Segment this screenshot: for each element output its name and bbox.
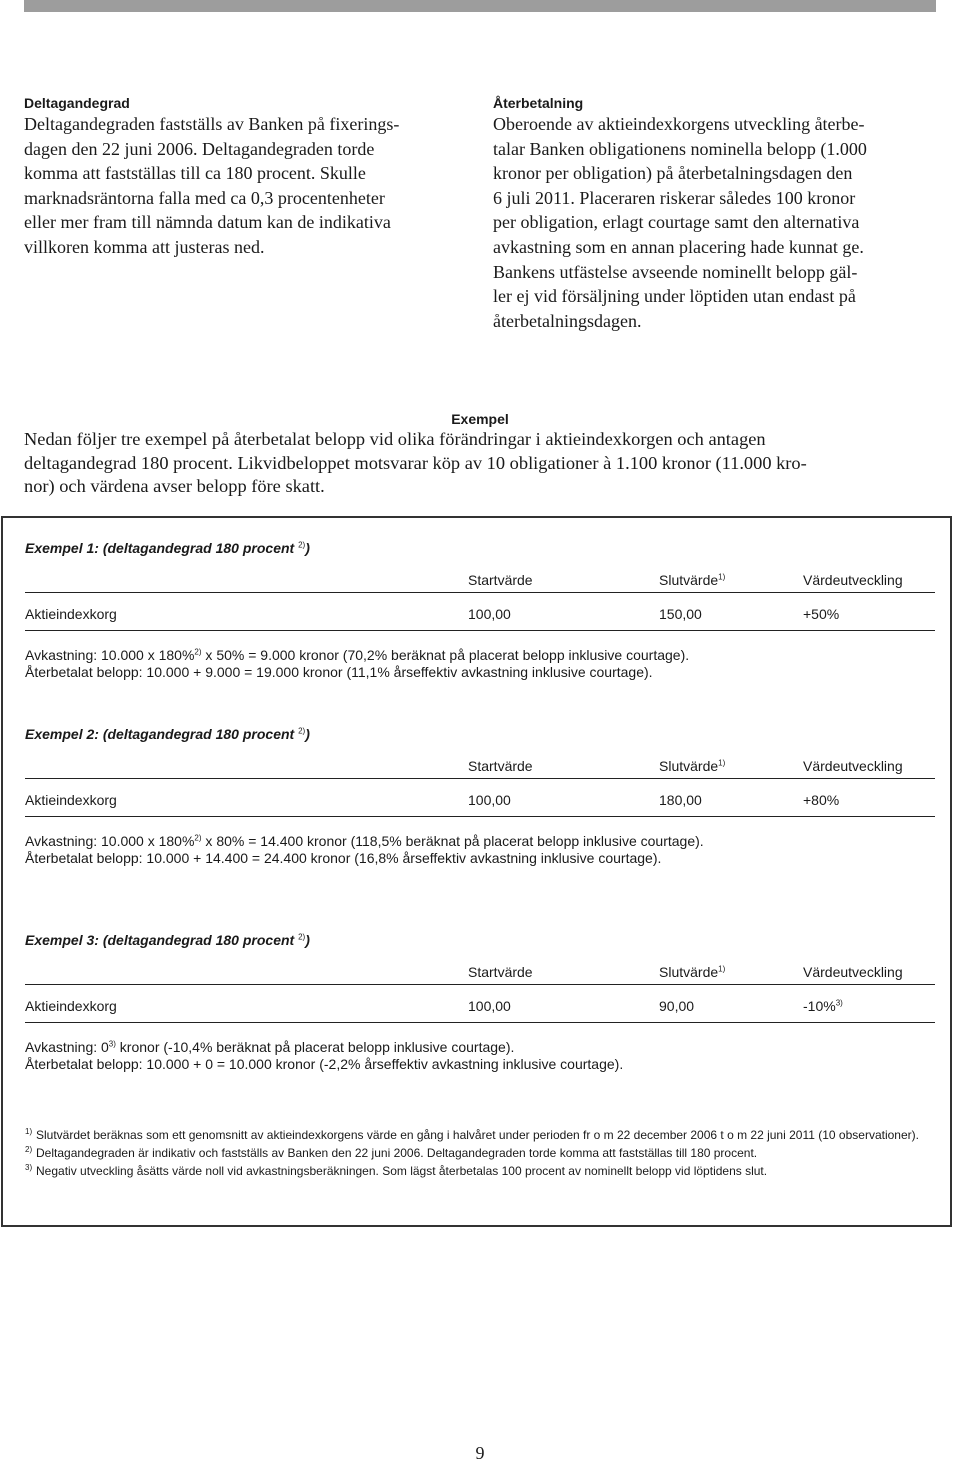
slut-value: 90,00 xyxy=(659,998,695,1014)
example-title: Exempel 3: (deltagandegrad 180 procent $^{2)}$) xyxy=(25,932,310,948)
utveckling-value: +80% xyxy=(803,792,840,808)
exempel-heading: Exempel xyxy=(451,411,509,427)
example-title: Exempel 1: (deltagandegrad 180 procent $^{2)}$) xyxy=(25,540,310,556)
footnote-2: 2) Deltagandegraden är indikativ och fastställs av Banken den 22 juni 2006. Deltagandegraden torde komma att fastställas till 180 procent. xyxy=(25,1145,758,1160)
avkastning-line: Avkastning: 10.000 x 180%$^{2)}$ x 50% = 9.000 kronor (70,2% beräknat på placerat belopp inklusive courtage). xyxy=(25,647,690,663)
aterbetalning-section xyxy=(493,94,937,333)
table-row xyxy=(25,994,935,1023)
exempel-intro xyxy=(24,410,936,499)
table-row xyxy=(25,788,935,817)
footnotes xyxy=(25,1127,925,1181)
startvarde-header: Startvärde xyxy=(468,758,533,774)
top-rule xyxy=(24,0,936,12)
start-value: 100,00 xyxy=(468,792,511,808)
aterbetalat-line: Återbetalat belopp: 10.000 + 14.400 = 24.400 kronor (16,8% årseffektiv avkastning inklusive courtage). xyxy=(25,850,662,866)
avkastning-line: Avkastning: 0$^{3)}$ kronor (-10,4% beräknat på placerat belopp inklusive courtage). xyxy=(25,1039,515,1055)
exempel-text: Nedan följer tre exempel på återbetalat belopp vid olika förändringar i aktieindexkorgen och antagen deltagandegrad 180 procent. Likvidbeloppet motsvarar köp av 10 obligationer à 1.100 kronor (11.000 kro- nor) och värdena avser belopp före skatt. xyxy=(24,429,807,497)
avkastning-line: Avkastning: 10.000 x 180%$^{2)}$ x 80% = 14.400 kronor (118,5% beräknat på placerat belopp inklusive courtage). xyxy=(25,833,704,849)
example-title: Exempel 2: (deltagandegrad 180 procent $^{2)}$) xyxy=(25,726,310,742)
startvarde-header: Startvärde xyxy=(468,964,533,980)
calculation xyxy=(25,833,935,867)
slut-value: 150,00 xyxy=(659,606,702,622)
deltagandegrad-section xyxy=(24,94,472,260)
table-row xyxy=(25,602,935,631)
table-header-row xyxy=(25,960,935,985)
row-label: Aktieindexkorg xyxy=(25,606,117,622)
slutvarde-header: Slutvärde$^{1)}$ xyxy=(659,572,726,588)
vardeutveckling-header: Värdeutveckling xyxy=(803,572,903,588)
row-label: Aktieindexkorg xyxy=(25,792,117,808)
aterbetalat-line: Återbetalat belopp: 10.000 + 0 = 10.000 kronor (-2,2% årseffektiv avkastning inklusive courtage). xyxy=(25,1056,624,1072)
calculation xyxy=(25,1039,935,1073)
calculation xyxy=(25,647,935,681)
deltagandegrad-heading: Deltagandegrad xyxy=(24,95,130,111)
page-number: 9 xyxy=(475,1443,485,1463)
aterbetalning-heading: Återbetalning xyxy=(493,95,584,111)
row-label: Aktieindexkorg xyxy=(25,998,117,1014)
vardeutveckling-header: Värdeutveckling xyxy=(803,964,903,980)
aterbetalning-text: Oberoende av aktieindexkorgens utveckling återbe- talar Banken obligationens nominella belopp (1.000 kronor per obligation) på återbetalningsdagen den 6 juli 2011. Placeraren riskerar således 100 kronor per obligation, erlagt courtage samt den alternativa avkastning som en annan placering hade kunnat ge. Bankens utfästelse avseende nominellt belopp gäl- ler ej vid försäljning under löptiden utan endast på återbetalningsdagen. xyxy=(493,114,867,331)
footnote-3: 3) Negativ utveckling åsätts värde noll vid avkastningsberäkningen. Som lägst återbetalas 100 procent av nominellt belopp vid löptidens slut. xyxy=(25,1163,768,1178)
aterbetalat-line: Återbetalat belopp: 10.000 + 9.000 = 19.000 kronor (11,1% årseffektiv avkastning inklusive courtage). xyxy=(25,664,653,680)
examples-box xyxy=(1,516,952,1227)
slutvarde-header: Slutvärde$^{1)}$ xyxy=(659,964,726,980)
start-value: 100,00 xyxy=(468,606,511,622)
slut-value: 180,00 xyxy=(659,792,702,808)
vardeutveckling-header: Värdeutveckling xyxy=(803,758,903,774)
utveckling-value: +50% xyxy=(803,606,840,622)
startvarde-header: Startvärde xyxy=(468,572,533,588)
start-value: 100,00 xyxy=(468,998,511,1014)
footnote-1: 1) Slutvärdet beräknas som ett genomsnitt av aktieindexkorgens värde en gång i halvåret under perioden fr o m 22 december 2006 t o m 22 juni 2011 (10 observationer). xyxy=(25,1127,919,1142)
table-header-row xyxy=(25,754,935,779)
utveckling-value: -10%$^{3)}$ xyxy=(803,998,843,1014)
table-header-row xyxy=(25,568,935,593)
deltagandegrad-text: Deltagandegraden fastställs av Banken på fixerings- dagen den 22 juni 2006. Deltagandegraden torde komma att fastställas till ca 180 procent. Skulle marknadsräntorna falla med ca 0,3 procentenheter eller mer fram till nämnda datum kan de indikativa villkoren komma att justeras ned. xyxy=(24,114,400,257)
slutvarde-header: Slutvärde$^{1)}$ xyxy=(659,758,726,774)
